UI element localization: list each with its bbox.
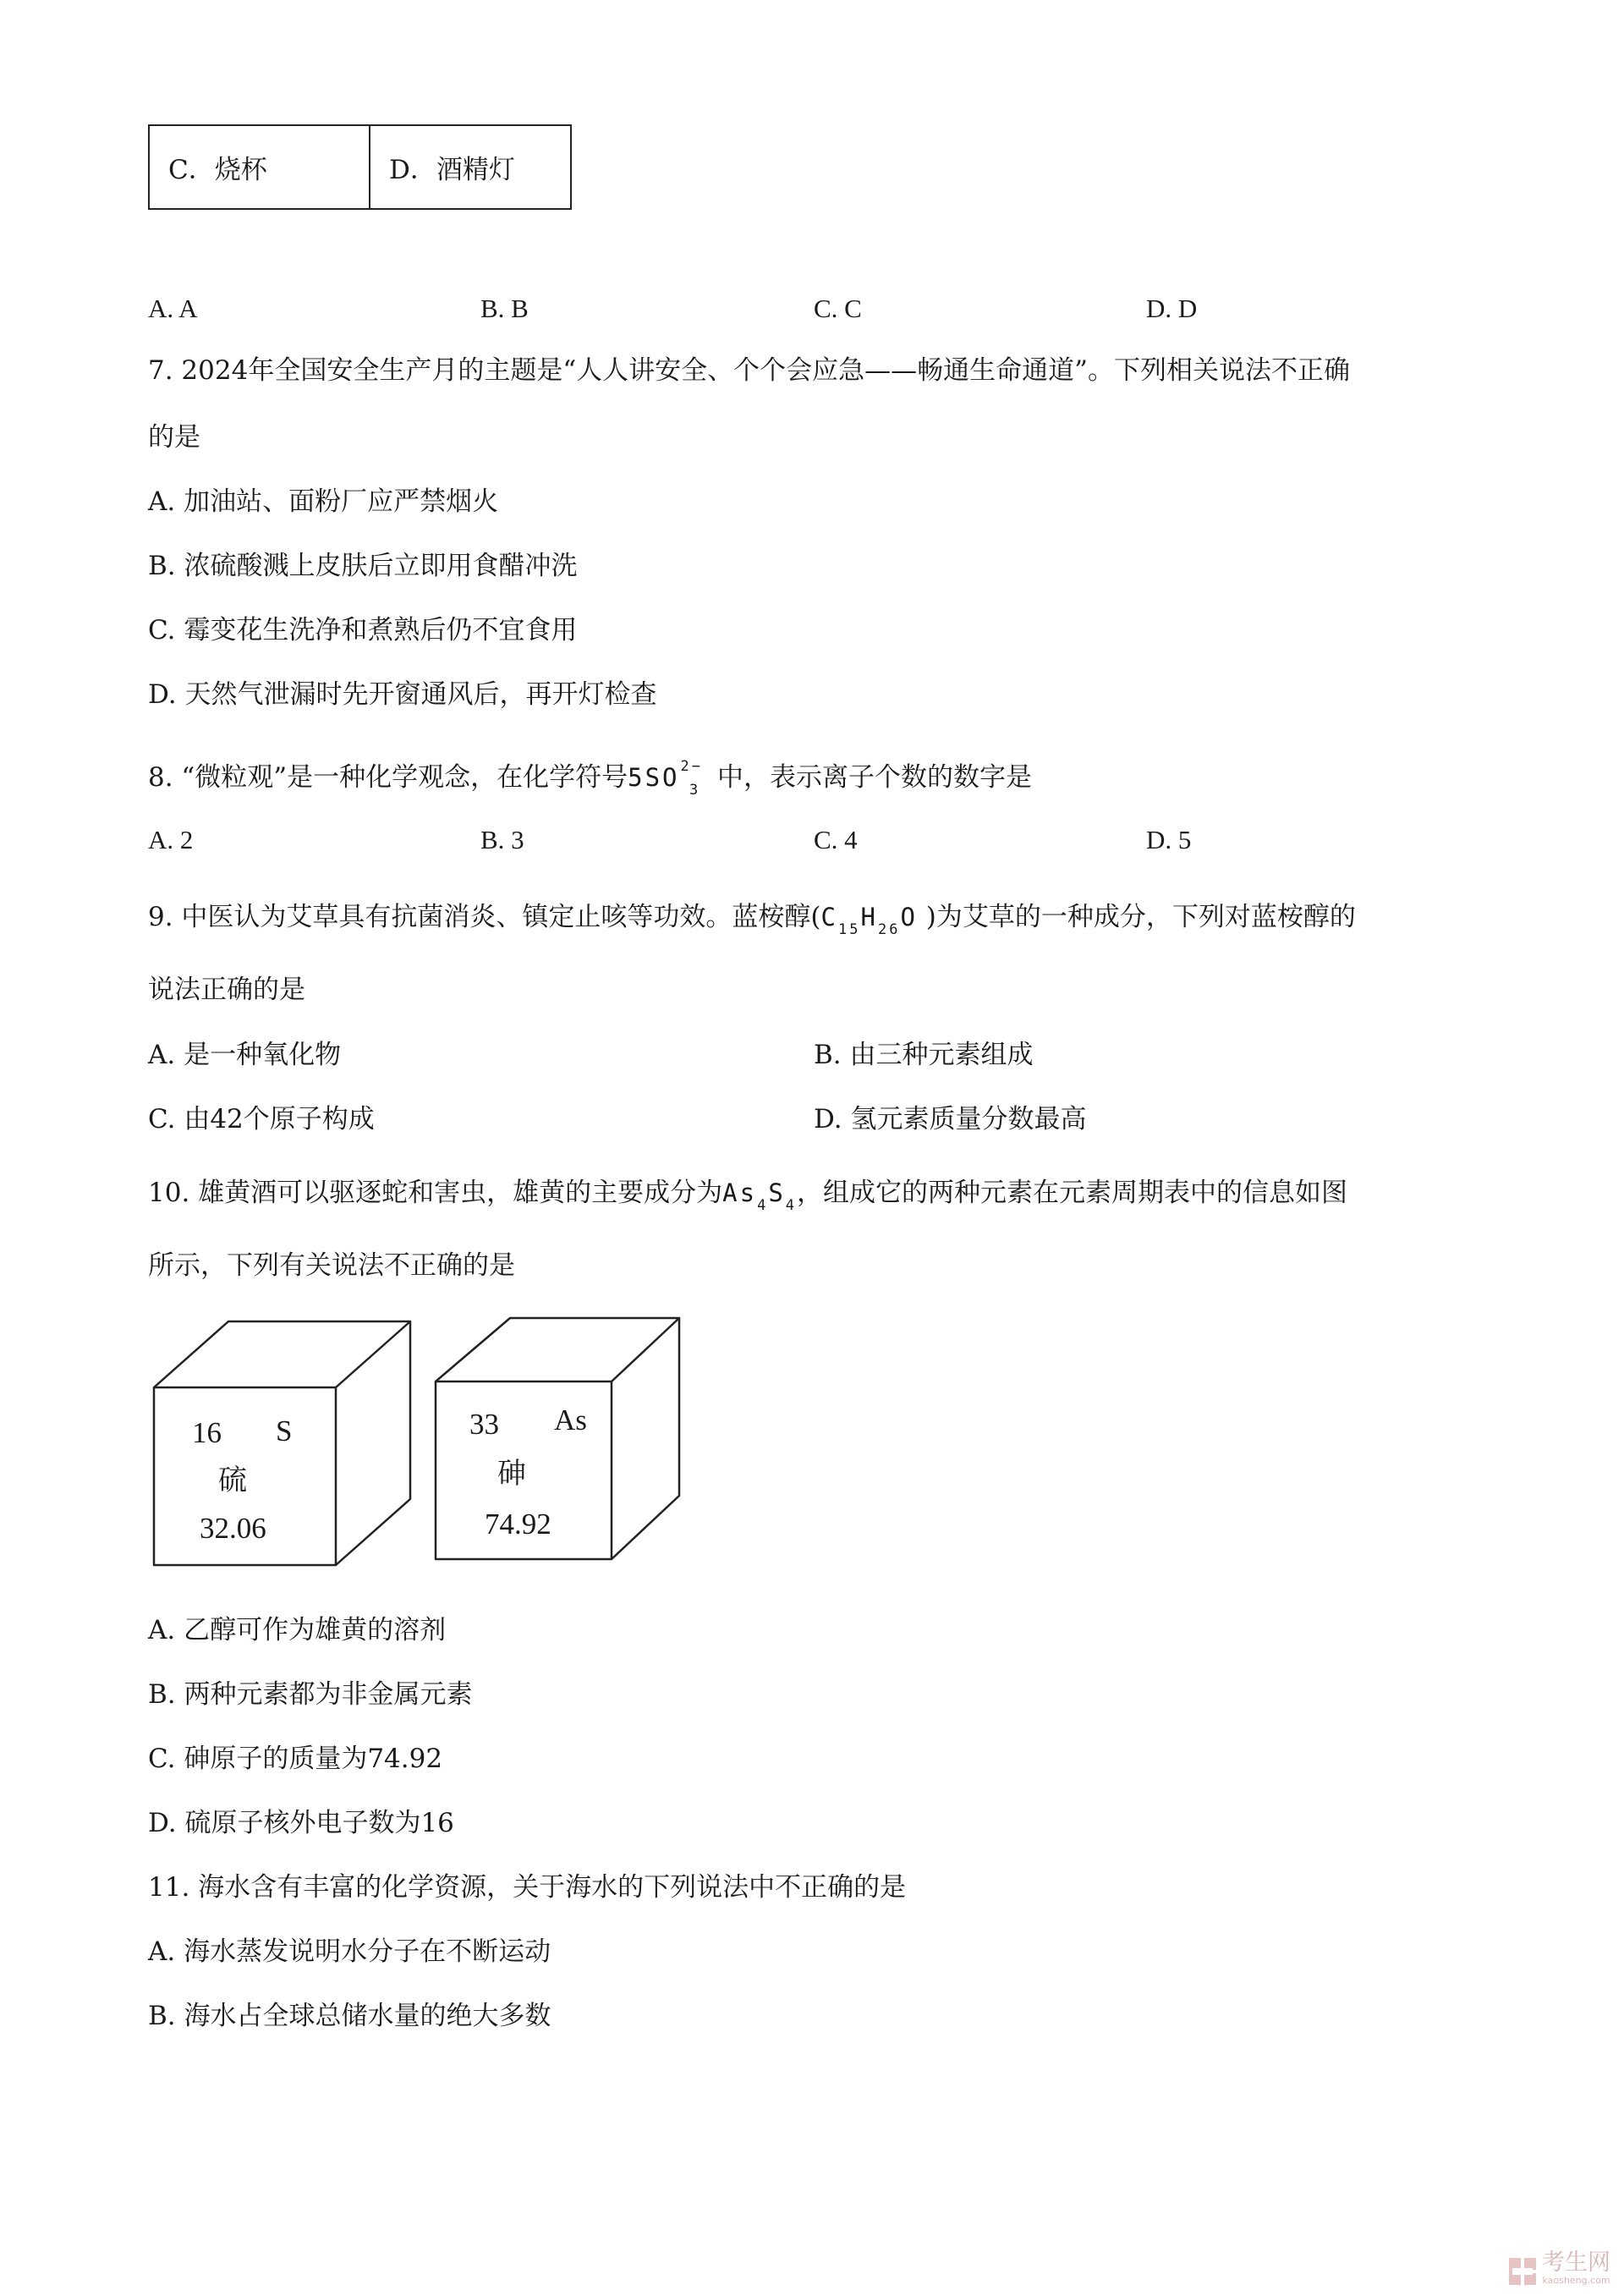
- q8-stem-before: 8. “微粒观”是一种化学观念，在化学符号: [148, 762, 628, 793]
- watermark-text: 考生网: [1542, 2249, 1610, 2276]
- q6-option-c-cell: C．烧杯: [149, 125, 370, 209]
- q9-formula-h-sub: 26: [877, 921, 901, 938]
- q10-option-c: C. 砷原子的质量为74.92: [148, 1744, 443, 1774]
- q8-option-b: B. 3: [480, 825, 524, 854]
- arsenic-symbol: As: [554, 1403, 587, 1436]
- sulfur-mass: 32.06: [200, 1512, 266, 1545]
- q6-answer-a: A. A: [148, 294, 198, 323]
- watermark-domain: kaosheng.com: [1542, 2275, 1610, 2286]
- arsenic-name: 砷: [497, 1457, 526, 1491]
- q9-option-d: D. 氢元素质量分数最高: [814, 1104, 1087, 1134]
- q8-stem-after: 中，表示离子个数的数字是: [716, 762, 1032, 793]
- q10-formula-as: As: [722, 1178, 758, 1207]
- element-cells-figure: [144, 1311, 702, 1590]
- q8-stem: [148, 750, 1032, 807]
- q9-stem-line2: 说法正确的是: [148, 975, 305, 1005]
- q7-stem-line2: 的是: [148, 422, 200, 453]
- arsenic-number: 33: [469, 1408, 499, 1441]
- q10-formula: [722, 1178, 798, 1214]
- q6-answer-d: D. D: [1146, 294, 1198, 323]
- q9-option-c: C. 由42个原子构成: [148, 1104, 375, 1134]
- q6-option-table: [148, 124, 572, 210]
- q10-formula-as-sub: 4: [757, 1197, 769, 1214]
- q9-stem-after: )为艾草的一种成分，下列对蓝桉醇的: [925, 902, 1356, 932]
- q10-formula-s: S: [768, 1178, 786, 1207]
- q7-stem-line1: 7. 2024年全国安全生产月的主题是“人人讲安全、个个会应急——畅通生命通道”。下列相关说法不正确: [148, 355, 1351, 386]
- q10-stem-after: ，组成它的两种元素在元素周期表中的信息如图: [797, 1178, 1348, 1208]
- q10-stem-line2: 所示，下列有关说法不正确的是: [148, 1250, 515, 1281]
- q8-option-d: D. 5: [1146, 825, 1192, 854]
- sulfur-symbol: S: [276, 1414, 293, 1447]
- q6-answer-c: C. C: [814, 294, 862, 323]
- arsenic-mass: 74.92: [485, 1508, 551, 1541]
- q7-option-c: C. 霉变花生洗净和煮熟后仍不宜食用: [148, 615, 578, 645]
- q8-option-c: C. 4: [814, 825, 858, 854]
- q8-formula-charge: 2−: [680, 758, 704, 775]
- q7-option-d: D. 天然气泄漏时先开窗通风后，再开灯检查: [148, 679, 657, 710]
- q6-option-d-cell: D．酒精灯: [370, 125, 571, 209]
- q10-option-d: D. 硫原子核外电子数为16: [148, 1808, 454, 1838]
- q7-option-a: A. 加油站、面粉厂应严禁烟火: [148, 486, 499, 517]
- q9-formula-o: O: [900, 903, 918, 931]
- q9-formula-h: H: [860, 903, 878, 931]
- q10-stem-before: 10. 雄黄酒可以驱逐蛇和害虫，雄黄的主要成分为: [148, 1178, 723, 1208]
- q10-option-a: A. 乙醇可作为雄黄的溶剂: [148, 1615, 447, 1645]
- q9-formula: [820, 903, 918, 938]
- q8-formula: [628, 758, 704, 799]
- q8-formula-main: 5SO: [628, 763, 680, 792]
- q9-stem-line1: [148, 900, 1356, 947]
- sulfur-number: 16: [192, 1416, 222, 1449]
- q9-formula-c: C: [820, 903, 838, 931]
- q9-option-b: B. 由三种元素组成: [814, 1040, 1034, 1070]
- q10-stem-line1: [148, 1176, 1347, 1222]
- q9-stem-before: 9. 中医认为艾草具有抗菌消炎、镇定止咳等功效。蓝桉醇(: [148, 902, 821, 932]
- q10-option-b: B. 两种元素都为非金属元素: [148, 1679, 473, 1710]
- q8-option-a: A. 2: [148, 825, 194, 854]
- q9-formula-c-sub: 15: [838, 921, 861, 938]
- q10-formula-s-sub: 4: [785, 1197, 798, 1214]
- q9-option-a: A. 是一种氧化物: [148, 1040, 342, 1070]
- q8-formula-subscript: 3: [689, 782, 701, 799]
- sulfur-name: 硫: [218, 1464, 247, 1497]
- q11-stem: 11. 海水含有丰富的化学资源，关于海水的下列说法中不正确的是: [148, 1872, 907, 1903]
- q6-answer-b: B. B: [480, 294, 529, 323]
- q11-option-b: B. 海水占全球总储水量的绝大多数: [148, 2001, 551, 2031]
- watermark-logo-icon: [1508, 2257, 1537, 2286]
- q7-option-b: B. 浓硫酸溅上皮肤后立即用食醋冲洗: [148, 551, 578, 581]
- q11-option-a: A. 海水蒸发说明水分子在不断运动: [148, 1936, 551, 1967]
- watermark: [1508, 2250, 1610, 2286]
